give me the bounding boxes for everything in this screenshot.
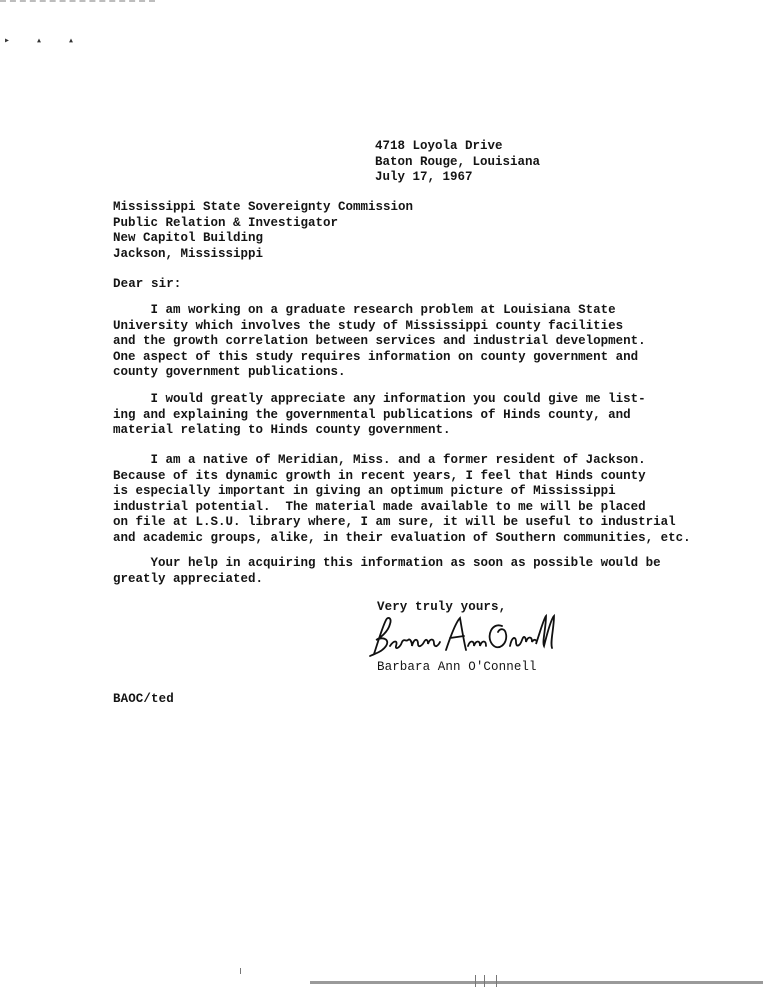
closing: Very truly yours, [377,600,507,614]
body-line: material relating to Hinds county government. [113,423,451,437]
body-line: ing and explaining the governmental publications of Hinds county, and [113,407,631,422]
recipient-line: New Capitol Building [113,231,264,245]
body-line: county government publications. [113,365,346,379]
paragraph-1 [113,303,646,381]
handwritten-signature [368,612,558,658]
sender-address [375,139,540,186]
scan-tick [475,975,476,987]
body-line: One aspect of this study requires information on county government and [113,349,639,364]
salutation: Dear sir: [113,277,182,291]
signature-name: Barbara Ann O'Connell [377,660,537,674]
sender-street: 4718 Loyola Drive [375,139,503,153]
scan-bottom-edge [310,981,763,984]
body-line: I would greatly appreciate any information you could give me list- [113,392,646,406]
body-line: on file at L.S.U. library where, I am sure, it will be useful to industrial [113,515,676,529]
body-line: and academic groups, alike, in their evaluation of Southern communities, etc. [113,530,691,545]
body-line: is especially important in giving an optimum picture of Mississippi [113,484,616,498]
body-line: Because of its dynamic growth in recent years, I feel that Hinds county [113,468,646,483]
body-line: University which involves the study of Mississippi county facilities [113,318,624,333]
reference-initials: BAOC/ted [113,692,174,706]
recipient-line: Jackson, Mississippi [113,246,264,261]
letter-date: July 17, 1967 [375,170,473,184]
body-line: I am a native of Meridian, Miss. and a former resident of Jackson. [113,453,646,467]
recipient-address [113,200,413,262]
recipient-line: Public Relation & Investigator [113,215,339,230]
body-line: industrial potential. The material made available to me will be placed [113,499,646,514]
recipient-line: Mississippi State Sovereignty Commission [113,200,414,214]
scan-specks: ▸ ▴ ▴ [4,36,85,47]
body-line: Your help in acquiring this information as soon as possible would be [113,556,661,570]
body-line: and the growth correlation between services and industrial development. [113,334,646,348]
body-line: greatly appreciated. [113,571,264,586]
paragraph-4 [113,556,661,587]
scan-tick [484,975,485,987]
sender-city-state: Baton Rouge, Louisiana [375,154,541,169]
scan-edge-marks [0,0,155,5]
paragraph-3 [113,453,691,546]
scan-tick [240,968,241,974]
scan-tick [496,975,497,987]
body-line: I am working on a graduate research problem at Louisiana State [113,303,616,317]
paragraph-2 [113,392,646,439]
